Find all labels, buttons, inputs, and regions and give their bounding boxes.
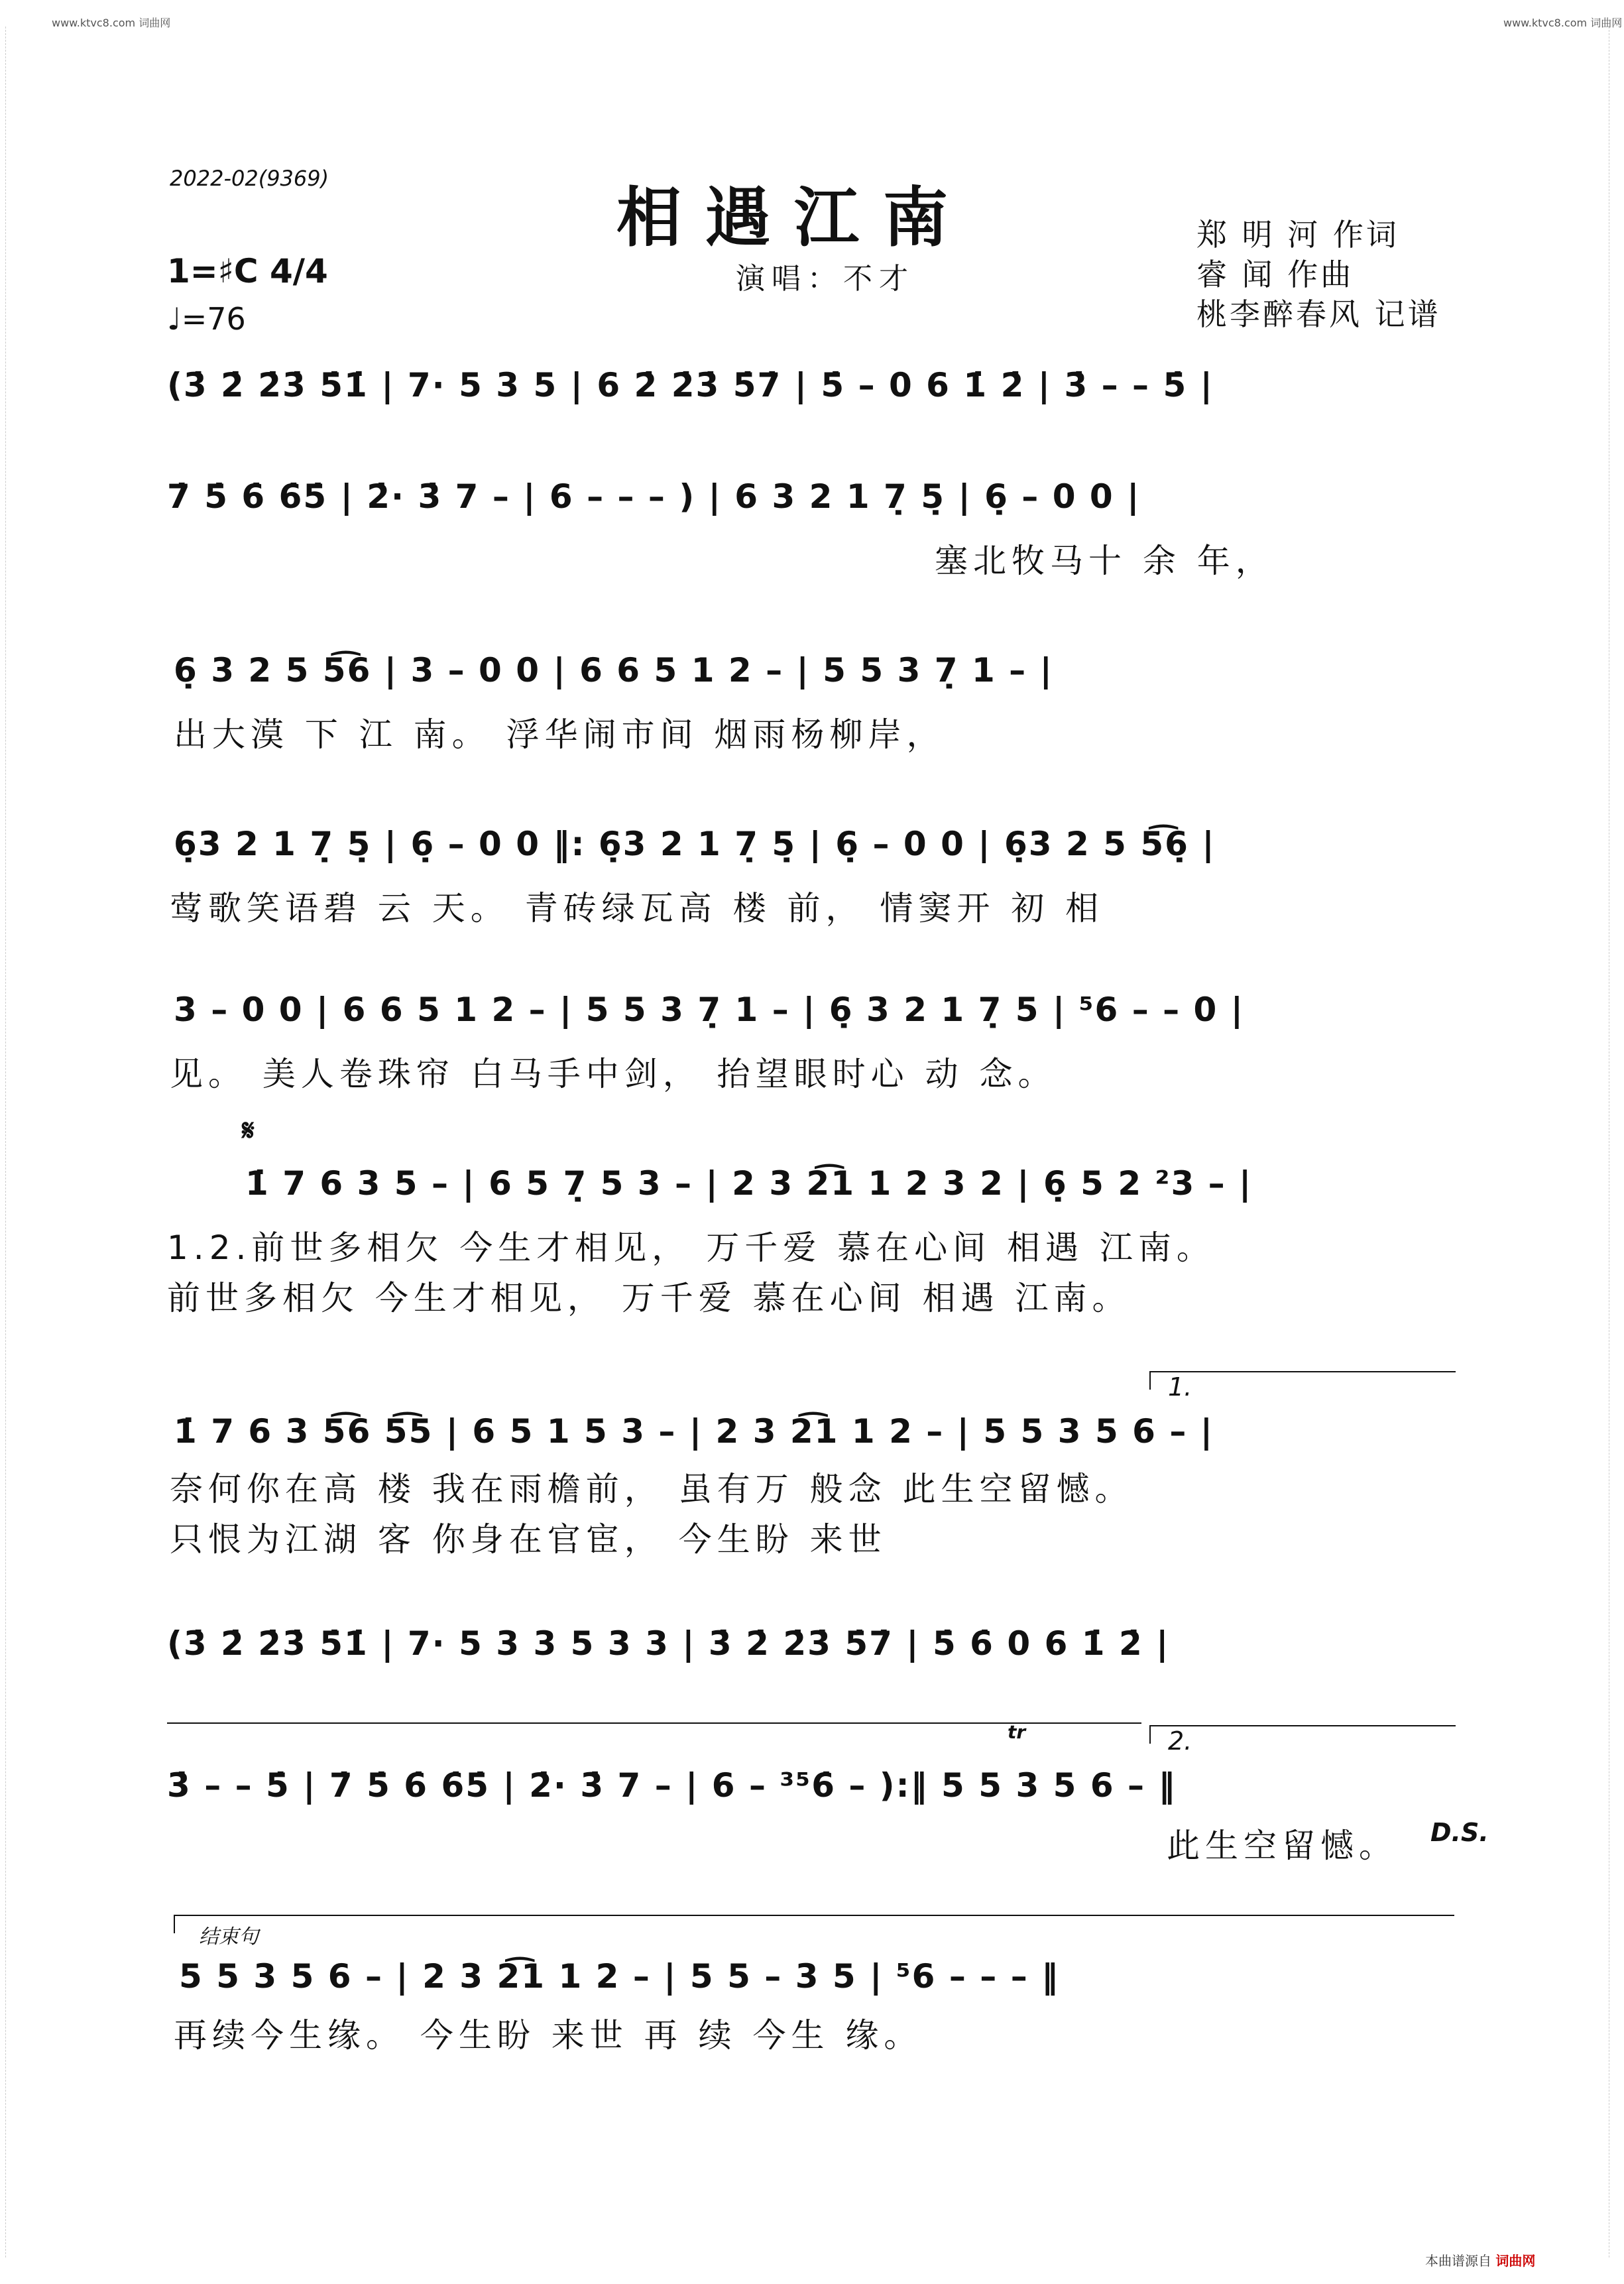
notation-row-2: 7̇ 5̇ 6̇ 6̇5̇ | 2̇· 3̇ 7 – | 6 – – – ) | 6 3 2 1 7̣ 5̣ | 6̣ – 0 0 | <box>167 477 1141 516</box>
lyric-row-4: 莺歌笑语碧 云 天。 青砖绿瓦高 楼 前， 情窦开 初 相 <box>170 889 1104 928</box>
ending-bracket <box>174 1915 1454 1933</box>
lyric-row-6a: 1.2.前世多相欠 今生才相见， 万千爱 慕在心间 相遇 江南。 <box>167 1229 1215 1267</box>
segno-sign: 𝄋 <box>242 1114 255 1148</box>
lyric-row-2: 塞北牧马十 余 年， <box>935 542 1274 580</box>
key-signature: 1=♯C 4/4 <box>167 252 328 290</box>
ending-label: 结束句 <box>199 1925 259 1949</box>
notation-row-7: 1̇ 7 6 3 5͡6 5͡5 | 6 5 1 5 3 – | 2 3 2͡1 1 2 – | 5 5 3 5 6 – | <box>174 1412 1214 1451</box>
volta-2-bracket <box>1149 1725 1456 1744</box>
lyric-row-3: 出大漠 下 江 南。 浮华闹市间 烟雨杨柳岸， <box>174 715 945 754</box>
site-watermark-left: www.ktvc8.com 词曲网 <box>52 17 171 29</box>
notation-row-5: 3 – 0 0 | 6 6 5 1 2 – | 5 5 3 7̣ 1 – | 6̣ 3 2 1 7̣ 5 | ⁵6 – – 0 | <box>174 991 1245 1029</box>
row-9-top-rule <box>167 1722 1141 1724</box>
composer-credit: 睿 闻 作曲 <box>1196 257 1354 292</box>
lyric-row-7a: 奈何你在高 楼 我在雨檐前， 虽有万 般念 此生空留憾。 <box>170 1470 1133 1508</box>
notation-row-9: 3̇ – – 5̇ | 7̇ 5̇ 6̇ 6̇5̇ | 2̇· 3̇ 7 – | 6 – ³⁵6̇ – ):‖ 5 5 3 5 6 – ‖ <box>167 1766 1177 1805</box>
song-title: 相遇江南 <box>616 180 972 256</box>
transcriber-credit: 桃李醉春风 记谱 <box>1196 296 1441 332</box>
notation-row-8: (3̇ 2̇ 2̇3̇ 5̇1̇ | 7· 5 3 3 5 3 3 | 3̇ 2̇ 2̇3̇ 5̇7̇ | 5̇ 6̇ 0 6 1̇ 2̇ | <box>167 1624 1170 1663</box>
notation-row-6: 1̇ 7 6 3 5 – | 6 5 7̣ 5 3 – | 2 3 2͡1 1 2 3 2 | 6̣ 5 2 ²3 – | <box>245 1164 1253 1203</box>
lyric-row-7b: 只恨为江湖 客 你身在官宦， 今生盼 来世 <box>170 1520 887 1559</box>
footer-source-text: 本曲谱源自 <box>1425 2253 1491 2269</box>
lyricist-credit: 郑 明 河 作词 <box>1196 217 1399 253</box>
site-watermark-right: www.ktvc8.com 词曲网 <box>1503 17 1623 29</box>
singer-label: 演唱：不才 <box>736 262 915 296</box>
footer-source <box>1425 2250 1535 2269</box>
notation-row-10: 5 5 3 5 6 – | 2 3 2͡1 1 2 – | 5 5 – 3 5 | ⁵6 – – – ‖ <box>179 1957 1060 1996</box>
footer-brand[interactable]: 词曲网 <box>1495 2253 1536 2269</box>
trill-mark: tr <box>1008 1721 1026 1743</box>
lyric-row-10: 再续今生缘。 今生盼 来世 再 续 今生 缘。 <box>174 2016 923 2055</box>
lyric-row-9: 此生空留憾。 <box>1167 1827 1397 1865</box>
right-margin-strip <box>1609 27 1619 2257</box>
notation-row-1: (3̇ 2̇ 2̇3̇ 5̇1̇ | 7· 5 3 5 | 6 2̇ 2̇3̇ 5̇7̇ | 5̇ – 0 6 1̇ 2̇ | 3̇ – – 5̇ | <box>167 366 1214 404</box>
notation-row-3: 6̣ 3 2 5 5͡6 | 3 – 0 0 | 6 6 5 1 2 – | 5 5 3 7̣ 1 – | <box>174 651 1053 690</box>
lyric-row-5: 见。 美人卷珠帘 白马手中剑， 抬望眼时心 动 念。 <box>170 1055 1057 1093</box>
notation-row-4: 6̣3 2 1 7̣ 5̣ | 6̣ – 0 0 ‖: 6̣3 2 1 7̣ 5̣ | 6̣ – 0 0 | 6̣3 2 5 5͡6̣ | <box>174 825 1216 863</box>
tempo-marking: ♩=76 <box>167 301 246 337</box>
left-margin-strip <box>5 27 15 2257</box>
volta-1-label: 1. <box>1168 1372 1192 1402</box>
volta-1-bracket <box>1149 1371 1456 1390</box>
dal-segno: D.S. <box>1430 1818 1489 1847</box>
volta-2-label: 2. <box>1168 1726 1192 1756</box>
lyric-row-6b: 前世多相欠 今生才相见， 万千爱 慕在心间 相遇 江南。 <box>167 1279 1131 1317</box>
score-code: 2022-02(9369) <box>170 166 329 191</box>
